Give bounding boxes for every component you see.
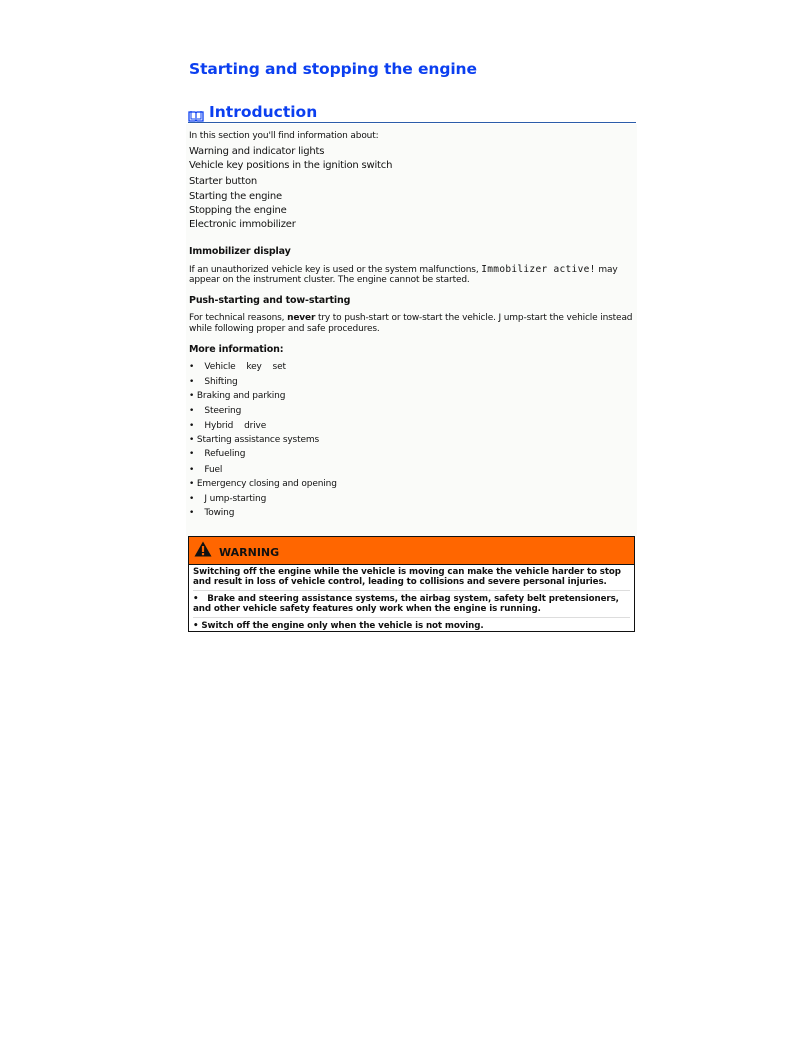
- page-title: Starting and stopping the engine: [189, 60, 477, 78]
- warning-point: • Switch off the engine only when the vehicle is not moving.: [193, 617, 630, 631]
- list-item-label: Hybrid drive: [204, 421, 267, 431]
- push-start-heading: Push-starting and tow-starting: [189, 295, 351, 306]
- bullet-icon: •: [189, 508, 195, 518]
- list-item[interactable]: [189, 465, 222, 476]
- list-item[interactable]: [189, 435, 319, 446]
- list-item[interactable]: [189, 494, 266, 505]
- warning-header: [189, 537, 634, 565]
- topic-link[interactable]: Vehicle key positions in the ignition switch: [189, 160, 393, 171]
- immobilizer-heading: Immobilizer display: [189, 246, 291, 257]
- warning-point: • Brake and steering assistance systems, the airbag system, safety belt pretensioners, and other vehicle safety features only work when the engine is running.: [193, 590, 630, 614]
- bullet-icon: •: [189, 406, 195, 416]
- list-item[interactable]: [189, 421, 266, 432]
- bullet-icon: •: [189, 465, 195, 475]
- intro-text: In this section you'll find information about:: [189, 131, 379, 141]
- warning-point-text: Brake and steering assistance systems, the airbag system, safety belt pretensioners, and other vehicle safety features only work when the engine is running.: [193, 594, 619, 614]
- list-item-label: J ump-starting: [204, 494, 267, 504]
- list-item[interactable]: [189, 449, 245, 460]
- bullet-icon: •: [189, 435, 195, 445]
- warning-intro: Switching off the engine while the vehicle is moving can make the vehicle harder to stop and result in loss of vehicle control, leading to collisions and severe personal injuries.: [193, 567, 621, 587]
- list-item-label: Towing: [204, 508, 235, 518]
- list-item[interactable]: [189, 377, 238, 388]
- list-item[interactable]: [189, 479, 337, 490]
- push-start-text-line1: [189, 313, 632, 324]
- warning-box: [188, 536, 635, 632]
- list-item-label: Shifting: [204, 377, 238, 387]
- list-item-label: Emergency closing and opening: [196, 479, 337, 489]
- section-heading: [188, 101, 636, 123]
- push-start-text-line2: while following proper and safe procedures.: [189, 324, 380, 334]
- immobilizer-display-message: Immobilizer active!: [481, 264, 596, 275]
- push-start-text-before: For technical reasons,: [189, 313, 285, 323]
- topic-link[interactable]: Starter button: [189, 176, 258, 187]
- list-item-label: Braking and parking: [196, 391, 286, 401]
- list-item[interactable]: [189, 406, 241, 417]
- list-item-label: Refueling: [204, 449, 246, 459]
- section-title: Introduction: [209, 102, 318, 121]
- list-item[interactable]: [189, 391, 285, 402]
- bullet-icon: •: [189, 377, 195, 387]
- list-item-label: Vehicle key set: [204, 362, 286, 372]
- bullet-icon: •: [189, 391, 195, 401]
- push-start-text-after: try to push-start or tow-start the vehicle. J ump-start the vehicle instead: [317, 313, 633, 323]
- list-item-label: Steering: [204, 406, 242, 416]
- topic-link[interactable]: Electronic immobilizer: [189, 219, 296, 230]
- immobilizer-text-line2: appear on the instrument cluster. The engine cannot be started.: [189, 275, 470, 285]
- push-start-emphasis: never: [287, 313, 316, 323]
- topic-link[interactable]: Starting the engine: [189, 191, 282, 202]
- warning-body: [189, 565, 634, 631]
- immobilizer-text-after: may: [598, 265, 618, 275]
- topic-link[interactable]: Stopping the engine: [189, 205, 287, 216]
- bullet-icon: •: [189, 494, 195, 504]
- immobilizer-text-before: If an unauthorized vehicle key is used or the system malfunctions,: [189, 265, 479, 275]
- list-item-label: Fuel: [204, 465, 223, 475]
- bullet-icon: •: [189, 362, 195, 372]
- bullet-icon: •: [189, 449, 195, 459]
- list-item[interactable]: [189, 362, 286, 373]
- book-icon: [188, 107, 204, 119]
- warning-label: WARNING: [219, 546, 280, 559]
- warning-triangle-icon: [194, 541, 212, 557]
- bullet-icon: •: [189, 421, 195, 431]
- list-item[interactable]: [189, 508, 234, 519]
- topic-link[interactable]: Warning and indicator lights: [189, 146, 325, 157]
- bullet-icon: •: [189, 479, 195, 489]
- warning-point-text: Switch off the engine only when the vehicle is not moving.: [201, 621, 484, 631]
- more-info-heading: More information:: [189, 344, 284, 355]
- list-item-label: Starting assistance systems: [196, 435, 320, 445]
